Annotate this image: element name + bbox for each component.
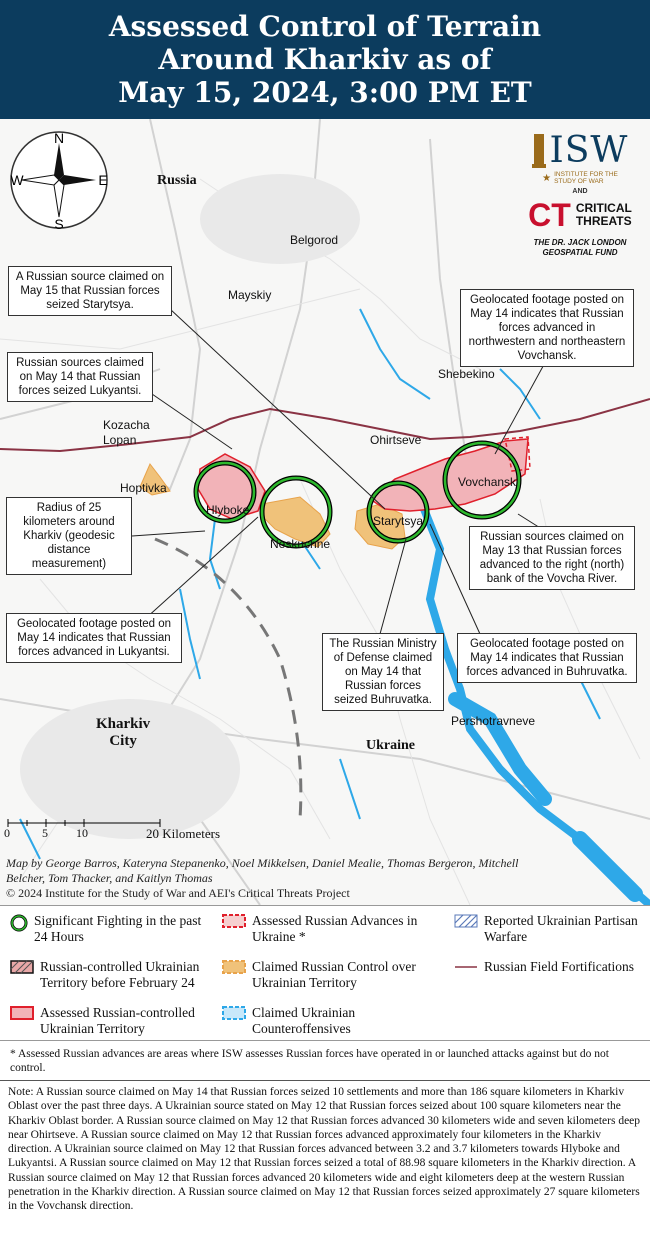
star-icon: ★ [542,172,552,184]
legend-label-counteroffensives: Claimed Ukrainian Counteroffensives [252,1005,356,1036]
border-line [0,399,650,451]
compass-n: N [53,130,65,146]
title-line-1: Assessed Control of Terrain [108,10,542,43]
label-hoptivka: Hoptivka [120,481,167,495]
scale-tick-5: 5 [42,826,48,840]
legend-label-advances: Assessed Russian Advances in Ukraine * [252,913,418,944]
label-kharkiv: Kharkiv [96,716,151,732]
callout-radius-25km: Radius of 25 kilometers around Kharkiv (geodesic distance measurement) [6,497,132,575]
footnote: * Assessed Russian advances are areas where ISW assesses Russian forces have operated in or launched attacks against but do not control. [0,1040,650,1080]
legend-label-partisan: Reported Ukrainian Partisan Warfare [484,913,638,944]
legend-item-partisan [454,913,644,945]
credits-line-2: Belcher, Tom Thacker, and Kaitlyn Thomas [6,871,213,885]
legend-label-claimed-control: Claimed Russian Control over Ukrainian Territory [252,959,416,990]
compass-rose-icon [8,129,110,231]
isw-sub-1: INSTITUTE FOR THE [554,171,618,178]
label-ukraine: Ukraine [366,738,415,753]
legend-item-claimed-control [222,959,442,991]
compass-w: W [10,172,24,188]
title-line-3: May 15, 2024, 3:00 PM ET [118,76,532,109]
label-kharkiv-city [96,716,150,750]
compass-s: S [54,216,64,231]
legend-swatch-advances [222,914,246,928]
callout-vovchansk-geo: Geolocated footage posted on May 14 indicates that Russian forces advanced in northwestern and northeastern Vovchansk. [460,289,634,367]
label-mayskiy: Mayskiy [228,288,272,302]
legend-label-fortifications: Russian Field Fortifications [484,959,634,974]
label-shebekino: Shebekino [438,367,495,381]
label-pershotravneve: Pershotravneve [451,714,536,728]
label-lopan: Lopan [103,433,137,447]
isw-sub-2: STUDY OF WAR [554,178,604,185]
legend [0,905,650,1040]
legend-label-fighting: Significant Fighting in the past 24 Hours [34,913,202,944]
fund-line-1: THE DR. JACK LONDON [533,238,627,247]
compass-e: E [98,172,108,188]
scale-tick-20: 20 Kilometers [146,826,221,841]
legend-item-significant-fighting [10,913,210,945]
label-hlyboke: Hlyboke [206,503,250,517]
map-title [0,0,650,119]
label-kozacha-lopan [103,418,150,448]
scale-tick-0: 0 [4,826,10,840]
label-starytsya: Starytsya [373,514,424,528]
label-belgorod: Belgorod [290,233,339,247]
legend-swatch-counteroffensives [222,1006,246,1020]
ct-line-1: CRITICAL [575,201,632,215]
legend-swatch-fighting [10,914,28,932]
note-paragraph: Note: A Russian source claimed on May 14 that Russian forces seized 10 settlements and more than 186 square kilometers in Kharkiv Oblast over the past three days. A Ukrainian source stated on May 12 that Russian forces seized about 100 square kilometers near the Kharkiv Oblast border. A Russian source claimed on May 12 that Russian forces advanced 30 kilometers wide and seven kilometers deep near Ohirtseve. A Russian source claimed on May 12 that Russian forces advanced approximately four kilometers in the Kharkiv direction. A Ukrainian source claimed on May 12 that Russian forces advanced between 3.2 and 3.7 kilometers towards Hlyboke and Lukyantsi. A Russian source claimed on May 12 that Russian forces seized a total of 88.98 square kilometers in the Kharkiv direction. A Russian source claimed on May 12 that Russian forces advanced 20 kilometers wide and eight kilometers deep at the western Russian penetration in the Kharkiv direction. A Russian source claimed on May 12 that Russian forces seized approximately 27 square kilometers in the Vovchansk direction. [0,1080,650,1245]
ct-logo-mark: CT [528,197,571,233]
label-russia: Russia [157,173,197,188]
scale-tick-10: 10 [76,826,88,840]
label-city: City [109,733,137,749]
map-credits [6,856,646,901]
credits-line-1: Map by George Barros, Kateryna Stepanenko, Noel Mikkelsen, Daniel Mealie, Thomas Bergeron, Mitchell [6,856,519,870]
map-area [0,119,650,905]
legend-label-assessed-controlled: Assessed Russian-controlled Ukrainian Territory [40,1005,195,1036]
label-kozacha: Kozacha [103,418,150,432]
legend-swatch-claimed-control [222,960,246,974]
title-line-2: Around Kharkiv as of [158,43,492,76]
legend-swatch-pre-feb24 [10,960,34,974]
callout-lukyantsi-claim: Russian sources claimed on May 14 that Russian forces seized Lukyantsi. [7,352,153,402]
legend-item-fortifications [454,959,644,975]
callout-lukyantsi-geo: Geolocated footage posted on May 14 indicates that Russian forces advanced in Lukyantsi. [6,613,182,663]
callout-starytsya-claim: A Russian source claimed on May 15 that Russian forces seized Starytsya. [8,266,172,316]
credits-line-3: © 2024 Institute for the Study of War and AEI's Critical Threats Project [6,886,350,900]
legend-item-counteroffensives [222,1005,442,1037]
callout-mod-buhruvatka: The Russian Ministry of Defense claimed on May 14 that Russian forces seized Buhruvatka. [322,633,444,711]
legend-item-assessed-advances [222,913,442,945]
fund-line-2: GEOSPATIAL FUND [542,248,618,257]
label-neskuchne: Neskuchne [270,537,331,551]
callout-vovcha-river: Russian sources claimed on May 13 that Russian forces advanced to the right (north) bank of the Vovcha River. [469,526,635,590]
isw-logo-text: ISW [549,130,629,171]
isw-column-icon [532,132,546,170]
callout-buhruvatka-geo: Geolocated footage posted on May 14 indicates that Russian forces advanced in Buhruvatka. [457,633,637,683]
logo-and: AND [572,188,588,195]
legend-item-assessed-controlled [10,1005,216,1037]
label-vovchansk: Vovchansk [458,475,517,489]
legend-swatch-assessed-controlled [10,1006,34,1020]
label-ohirtseve: Ohirtseve [370,433,422,447]
legend-swatch-fortifications [454,960,478,974]
legend-label-pre-feb24: Russian-controlled Ukrainian Territory before February 24 [40,959,200,990]
ct-line-2: THREATS [575,214,632,228]
legend-swatch-partisan [454,914,478,928]
isw-ct-logo [520,131,640,258]
legend-item-pre-feb24 [10,959,216,991]
